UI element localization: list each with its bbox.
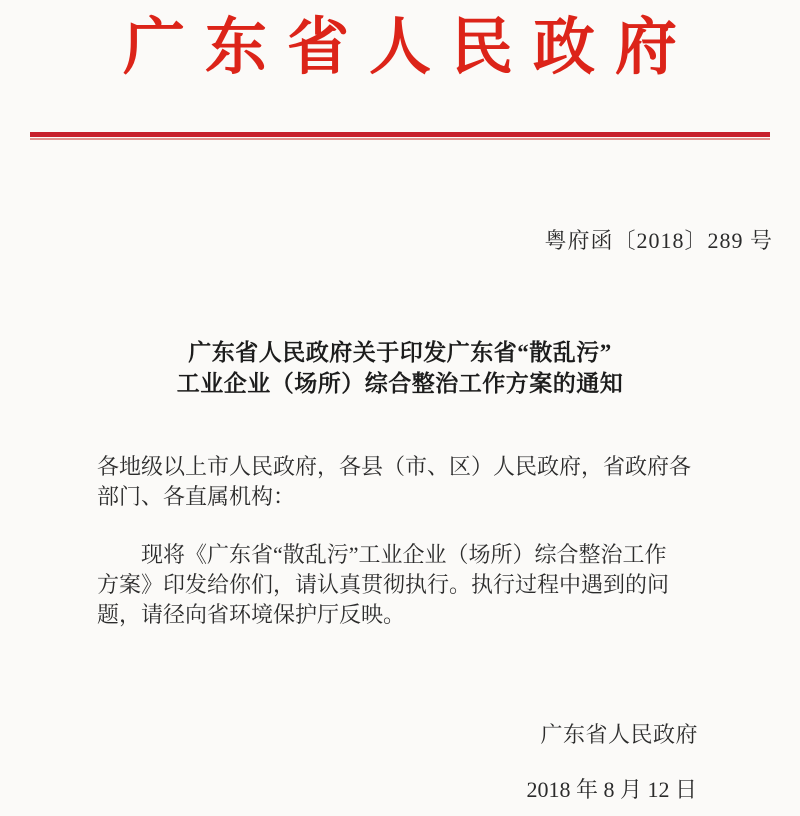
document-reference-number: 粤府函〔2018〕289 号 xyxy=(544,228,773,253)
separator-thick-rule xyxy=(30,132,770,137)
salutation-line-2: 部门、各直属机构： xyxy=(97,484,296,509)
document-title-line-1: 广东省人民政府关于印发广东省“散乱污” xyxy=(188,340,612,365)
document-date: 2018 年 8 月 12 日 xyxy=(526,777,697,802)
body-line-3: 题，请径向省环境保护厅反映。 xyxy=(97,602,406,627)
body-paragraph xyxy=(97,540,707,630)
document-title xyxy=(0,337,800,399)
body-line-1: 现将《广东省“散乱污”工业企业（场所）综合整治工作 xyxy=(141,542,667,567)
salutation-paragraph xyxy=(97,452,707,512)
issuing-authority-header: 广东省人民政府 xyxy=(122,14,697,82)
red-separator-line xyxy=(30,132,770,140)
signature-authority: 广东省人民政府 xyxy=(540,722,698,747)
document-title-line-2: 工业企业（场所）综合整治工作方案的通知 xyxy=(176,371,624,396)
body-line-2: 方案》印发给你们，请认真贯彻执行。执行过程中遇到的问 xyxy=(97,572,670,597)
salutation-line-1: 各地级以上市人民政府，各县（市、区）人民政府，省政府各 xyxy=(97,454,692,479)
separator-thin-rule xyxy=(30,138,770,140)
